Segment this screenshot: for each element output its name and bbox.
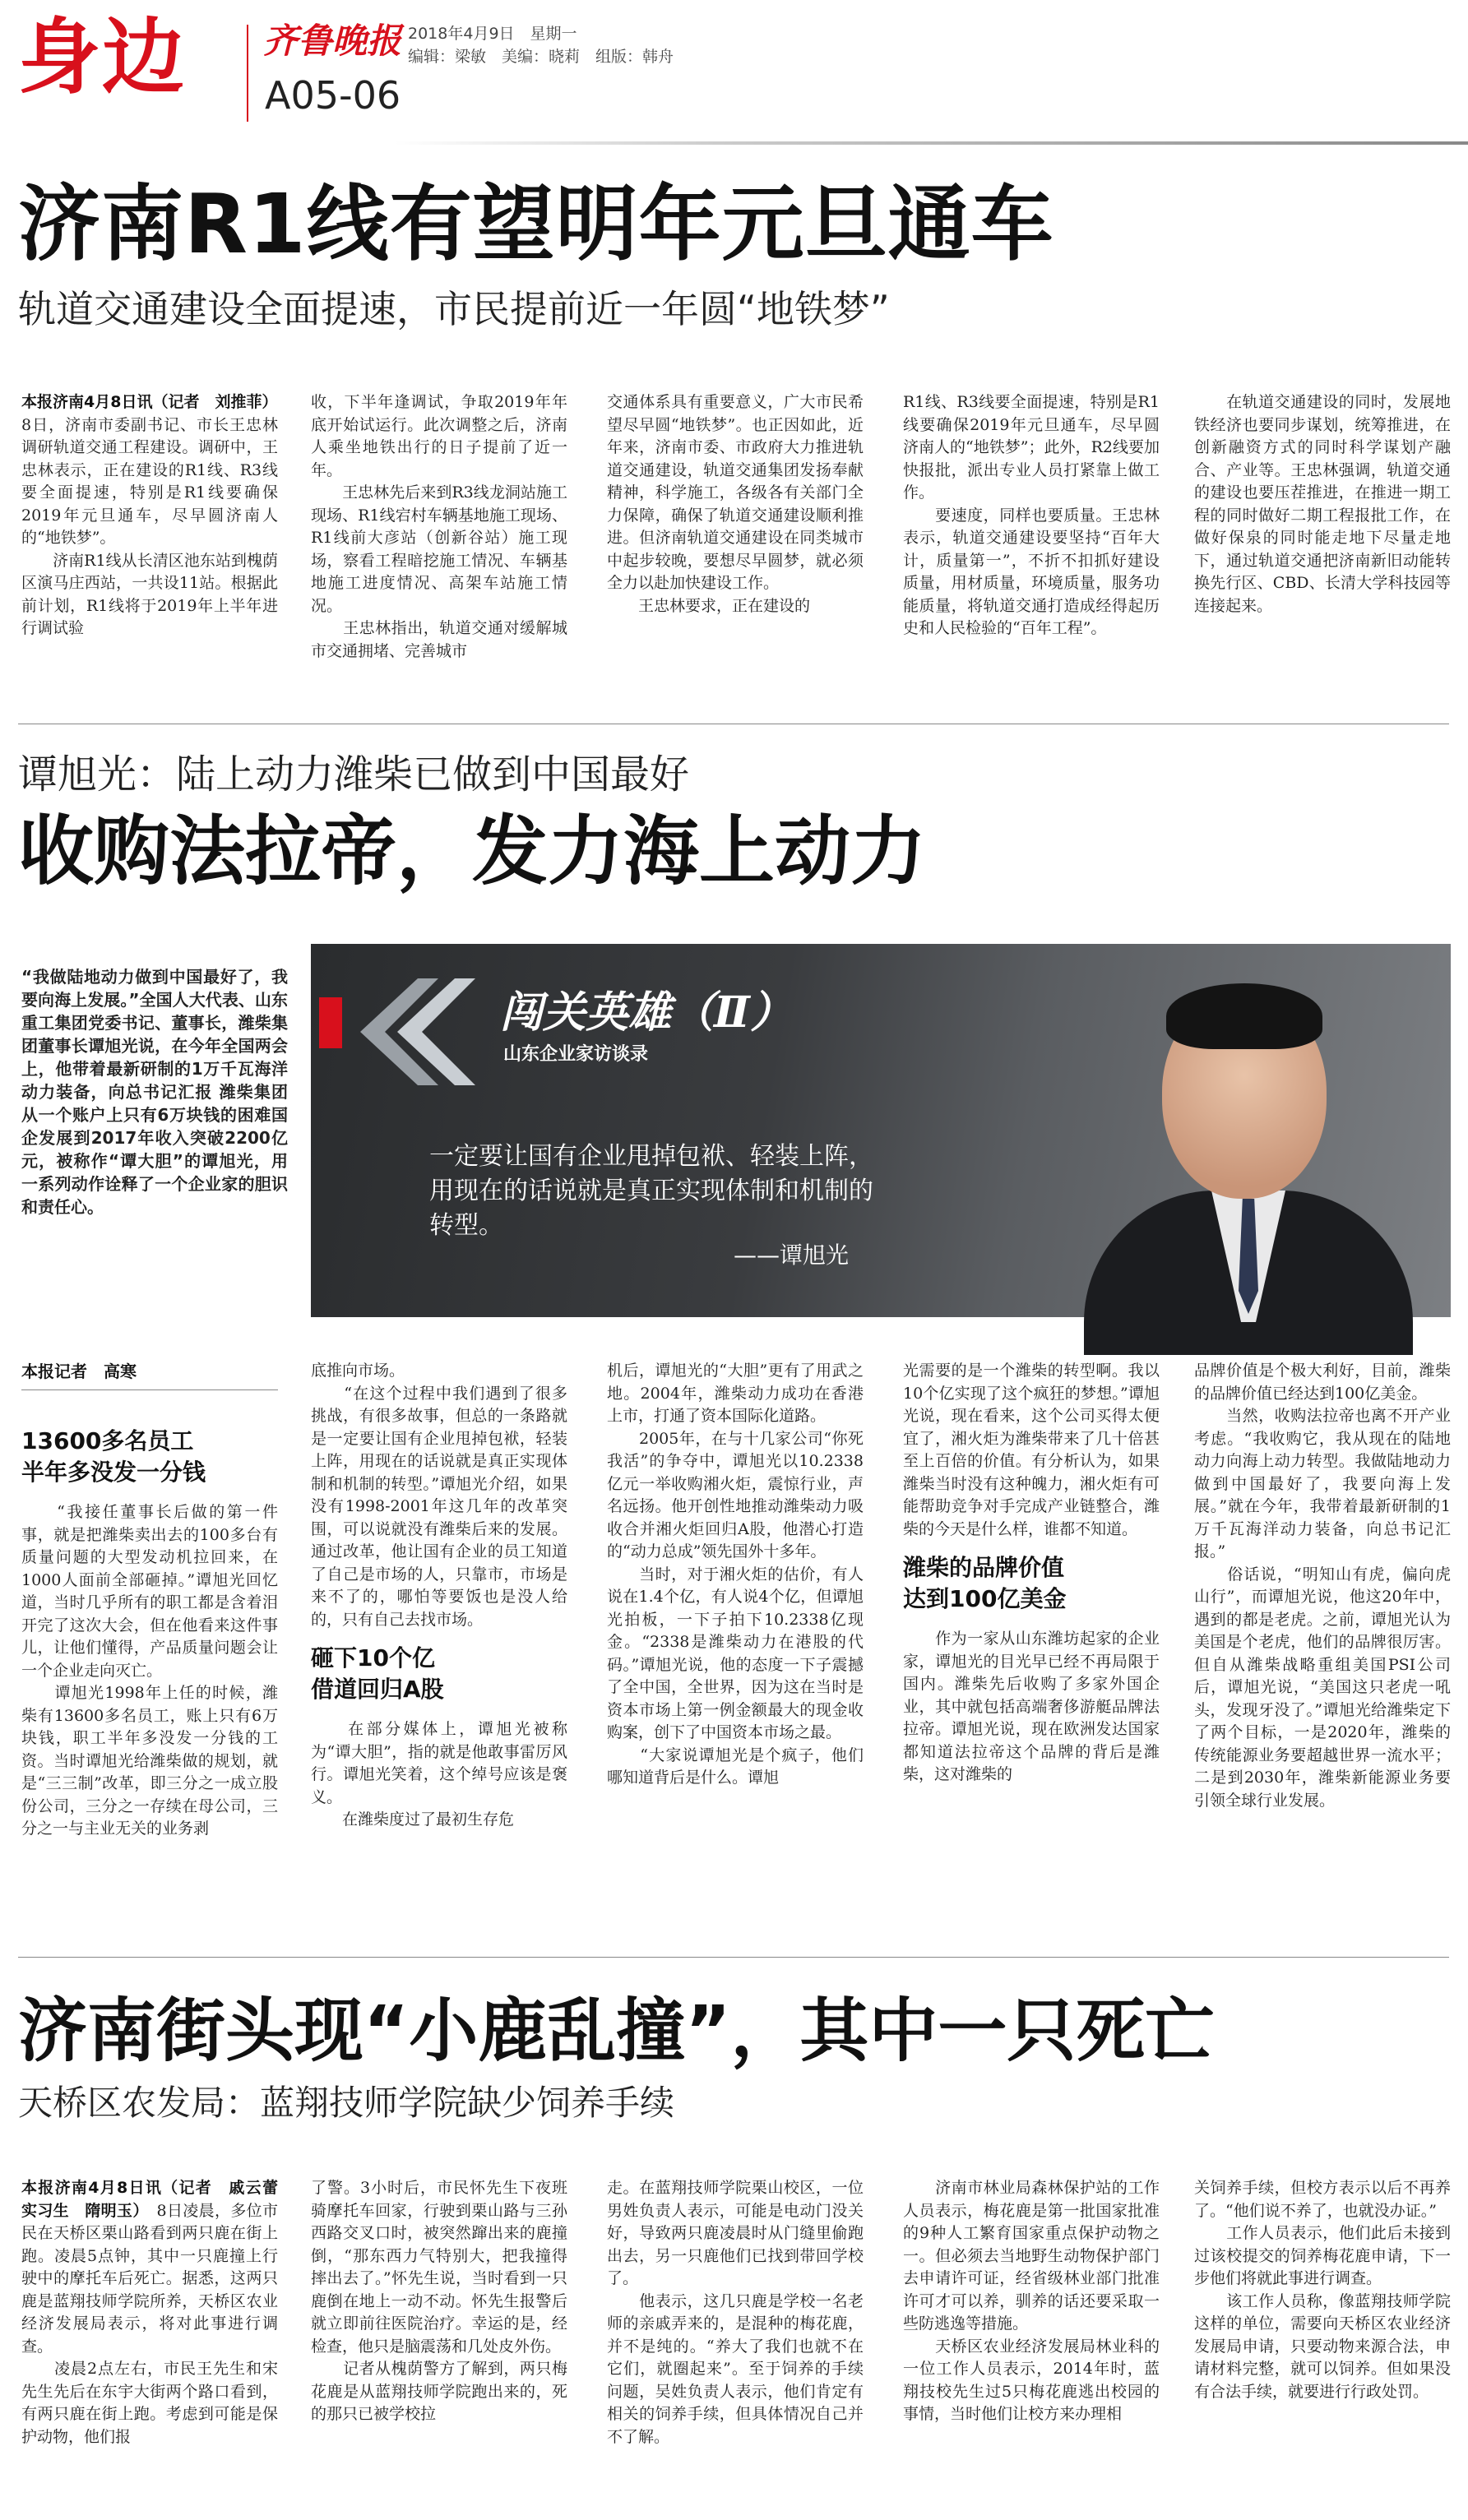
banner-series-subtitle: 山东企业家访谈录 — [503, 1044, 649, 1065]
story2-byline-rule — [21, 1389, 278, 1390]
story2-subhead-3: 潍柴的品牌价值 达到100亿美金 — [903, 1554, 1067, 1612]
issue-date: 2018年4月9日 星期一 — [408, 25, 577, 43]
story2-column-4 — [903, 1360, 1160, 1927]
story2-divider — [18, 1957, 1449, 1958]
story2-column-5 — [1194, 1360, 1451, 1927]
story2-column-2 — [311, 1360, 567, 1927]
paper-logo: 齐鲁晚报 — [263, 21, 402, 61]
story2-subhead-1: 13600多名员工 半年多没发一分钱 — [21, 1427, 206, 1486]
banner-series-title: 闯关英雄（Ⅱ） — [500, 987, 793, 1038]
section-title: 身边 — [18, 9, 186, 105]
story3-column-2: 了警。3小时后，市民怀先生下夜班骑摩托车回家，行驶到栗山路与三孙西路交叉口时，被突然蹿出来的鹿撞倒，“那东西力气特别大，把我撞得摔出去了。”怀先生说，当时看到一只鹿倒在地上一动不动。怀先生报警后就立即前往医院治疗。幸运的是，经检查，他只是脑震荡和几处皮外伤。 记者从槐荫警方了解到，两只梅花鹿是从蓝翔技师学院跑出来的，死的那只已被学校拉 — [311, 2179, 567, 2423]
story2-column-5-text: 品牌价值是个极大利好，目前，潍柴的品牌价值已经达到100亿美金。 当然，收购法拉帝也离不开产业考虑。“我收购它，我从现在的陆地动力向海上动力转型。我做陆地动力做到中国最好了，我要向海上发展。”就在今年，我带着最新研制的1万千瓦海洋动力装备，向总书记汇报。” 俗话说，“明知山有虎，偏向虎山行”，而谭旭光说，他这20年中，遇到的都是老虎。之前，谭旭光认为美国是个老虎，他们的品牌很厉害。但自从潍柴战略重组美国PSI公司后，谭旭光说，“美国这只老虎一吼头，发现牙没了。”谭旭光给潍柴定下了两个目标，一是2020年，潍柴的传统能源业务要超越世界一流水平；二是到2030年，潍柴新能源业务要引领全球行业发展。 — [1194, 1362, 1451, 1810]
story2-column-3-text: 机后，谭旭光的“大胆”更有了用武之地。2004年，潍柴动力成功在香港上市，打通了资本国际化道路。 2005年，在与十几家公司“你死我活”的争夺中，谭旭光以10.2338亿元一举收购湘火炬，震惊行业，声名远扬。他开创性地推动潍柴动力吸收合并湘火炬回归A股，他潜心打造的“动力总成”领先国外十多年。 当时，对于湘火炬的估价，有人说在1.4个亿，有人说4个亿，但谭旭光拍板，一下子拍下10.2338亿现金。“2338是潍柴动力在港股的代码。”谭旭光说，他的态度一下子震撼了全中国，全世界，因为这在当时是资本市场上第一例金额最大的现金收购案，创下了中国资本市场之最。 “大家说谭旭光是个疯子，他们哪知道背后是什么。谭旭 — [607, 1362, 864, 1787]
story2-column-1-text: “我接任董事长后做的第一件事，就是把潍柴卖出去的100多台有质量问题的大型发动机拉回来，在1000人面前全部砸掉。”谭旭光回忆道，当时几乎所有的职工都是含着泪开完了这次大会，但在他看来这件事儿，让他们懂得，产品质量问题会让一个企业走向灭亡。 谭旭光1998年上任的时候，潍柴有13600多名员工，账上只有6万块钱，职工半年多没发一分钱的工资。当时谭旭光给潍柴做的规划，就是“三三制”改革，即三分之一成立股份公司，三分之一存续在母公司，三分之一与主业无关的业务剥 — [21, 1503, 278, 1838]
story1-column-2: 收，下半年逢调试，争取2019年年底开始试运行。此次调整之后，济南人乘坐地铁出行的日子提前了近一年。 王忠林先后来到R3线龙洞站施工现场、R1线宕村车辆基地施工现场、R1线前大彦站（创新谷站）施工现场，察看工程暗挖施工情况、车辆基地施工进度情况、高架车站施工情况。 王忠林指出，轨道交通对缓解城市交通拥堵、完善城市 — [311, 393, 567, 660]
story3-column-3: 走。在蓝翔技师学院栗山校区，一位男姓负责人表示，可能是电动门没关好，导致两只鹿凌晨时从门缝里偷跑出去，另一只鹿他们已找到带回学校了。 他表示，这几只鹿是学校一名老师的亲戚弄来的，是混种的梅花鹿，并不是纯的。“养大了我们也就不在它们，就圈起来”。至于饲养的手续问题，吴姓负责人表示，他们肯定有相关的饲养手续，但具体情况自己并不了解。 — [607, 2179, 864, 2446]
banner-quote-author: ——谭旭光 — [734, 1242, 850, 1269]
story2-column-3 — [607, 1360, 864, 1927]
banner-red-tab — [319, 997, 342, 1048]
story2-intro: “我做陆地动力做到中国最好了，我要向海上发展。”全国人大代表、山东重工集团党委书记、董事长，潍柴集团董事长谭旭光说，在今年全国两会上，他带着最新研制的1万千瓦海洋动力装备，向总书记汇报 潍柴集团从一个账户上只有6万块钱的困难国企发展到2017年收入突破2200亿元，被称作“谭大胆”的谭旭光，用一系列动作诠释了一个企业家的胆识和责任心。 — [21, 967, 288, 1217]
story2-kicker: 谭旭光：陆上动力潍柴已做到中国最好 — [18, 751, 690, 798]
story3-column-1: 本报济南4月8日讯（记者 戚云蕾 实习生 隋明玉） 8日凌晨，多位市民在天桥区栗山路看到两只鹿在街上跑。凌晨5点钟，其中一只鹿撞上行驶中的摩托车后死亡。据悉，这两只鹿是蓝翔技师学院所养，天桥区农业经济发展局表示，将对此事进行调查。 凌晨2点左右，市民王先生和宋先生先后在东宇大街两个路口看到，有两只鹿在街上跑。考虑到可能是保护动物，他们报 — [21, 2179, 294, 2446]
page-number: A05-06 — [265, 73, 401, 118]
portrait-hair — [1166, 983, 1322, 1049]
story2-column-2-text-b: 在部分媒体上，谭旭光被称为“谭大胆”，指的就是他敢事雷厉风行。谭旭光笑着，这个绰号应该是褒义。 在潍柴度过了最初生存危 — [311, 1720, 567, 1829]
story2-column-1 — [21, 1414, 278, 1924]
story1-column-4: R1线、R3线要全面提速，特别是R1线要确保2019年元旦通车，尽早圆济南人的“地铁梦”；此外，R2线要加快报批，派出专业人员打紧靠上做工作。 要速度，同样也要质量。王忠林表示，轨道交通建设要坚持“百年大计，质量第一”，不折不扣抓好建设质量，用材质量，环境质量，服务功能质量，将轨道交通打造成经得起历史和人民检验的“百年工程”。 — [903, 393, 1160, 637]
interview-banner — [311, 944, 1451, 1317]
story2-column-4-text-b: 作为一家从山东潍坊起家的企业家，谭旭光的目光早已经不再局限于国内。潍柴先后收购了多家外国企业，其中就包括高端奢侈游艇品牌法拉帝。谭旭光说，现在欧洲发达国家都知道法拉帝这个品牌的背后是潍柴，这对潍柴的 — [903, 1630, 1160, 1783]
story2-byline: 本报记者 高寒 — [21, 1362, 137, 1381]
story1-column-1: 本报济南4月8日讯（记者 刘推菲） 8日，济南市委副书记、市长王忠林调研轨道交通工程建设。调研中，王忠林表示，正在建设的R1线、R3线要全面提速，特别是R1线要确保2019年元旦通车，尽早圆济南人的“地铁梦”。 济南R1线从长清区池东站到槐荫区演马庄西站，一共设11站。根据此前计划，R1线将于2019年上半年进行调试验 — [21, 393, 285, 637]
story1-headline: 济南R1线有望明年元旦通车 — [18, 176, 1054, 272]
story3-column-4: 济南市林业局森林保护站的工作人员表示，梅花鹿是第一批国家批准的9种人工繁育国家重点保护动物之一。但必须去当地野生动物保护部门去申请许可证，经省级林业部门批准许可才可以养，驯养的话还要采取一些防逃逸等措施。 天桥区农业经济发展局林业科的一位工作人员表示，2014年时，蓝翔技校先生过5只梅花鹿逃出校园的事情，当时他们让校方来办理相 — [903, 2179, 1160, 2423]
story2-column-4-text-a: 光需要的是一个潍柴的转型啊。我以10个亿实现了这个疯狂的梦想。”谭旭光说，现在看来，这个公司买得太便宜了，湘火炬为潍柴带来了几十倍甚至上百倍的价值。有分析认为，如果潍柴当时没有这种魄力，湘火炬有可能帮助竞争对手完成产业链整合，潍柴的今天是什么样，谁都不知道。 — [903, 1362, 1160, 1538]
editor-credits: 编辑：梁敏 美编：晓莉 组版：韩舟 — [408, 48, 674, 66]
story3-column-5: 关饲养手续，但校方表示以后不再养了。“他们说不养了，也就没办证。” 工作人员表示，他们此后未接到过该校提交的饲养梅花鹿申请，下一步他们将就此事进行调查。 该工作人员称，像蓝翔技师学院这样的单位，需要向天桥区农业经济发展局申请，只要动物来源合法，申请材料完整，就可以饲养。但如果没有合法手续，就要进行行政处罚。 — [1194, 2179, 1451, 2401]
masthead-rule — [395, 141, 1468, 145]
portrait-photo — [1026, 944, 1451, 1317]
story1-column-5: 在轨道交通建设的同时，发展地铁经济也要同步谋划，统筹推进，在创新融资方式的同时科学谋划产融合、产业等。王忠林强调，轨道交通的建设也要压茬推进，在推进一期工程的同时做好二期工程报批工作，在做好保泉的同时能走地下尽量走地下，通过轨道交通把济南新旧动能转换先行区、CBD、长清大学科技园等连接起来。 — [1194, 393, 1451, 615]
masthead — [0, 0, 1468, 132]
story1-column-3: 交通体系具有重要意义，广大市民希望尽早圆“地铁梦”。也正因如此，近年来，济南市委、市政府大力推进轨道交通建设，轨道交通集团发扬奉献精神，科学施工，各级各有关部门全力保障，确保了轨道交通建设顺利推进。但济南轨道交通建设在同类城市中起步较晚，要想尽早圆梦，就必须全力以赴加快建设工作。 王忠林要求，正在建设的 — [607, 393, 864, 615]
story3-subheadline: 天桥区农发局：蓝翔技师学院缺少饲养手续 — [18, 2083, 675, 2123]
story1-subheadline: 轨道交通建设全面提速，市民提前近一年圆“地铁梦” — [18, 287, 890, 331]
story2-subhead-2: 砸下10个亿 借道回归A股 — [311, 1644, 444, 1703]
masthead-divider — [247, 25, 248, 122]
story2-column-2-text-a: 底推向市场。 “在这个过程中我们遇到了很多挑战，有很多故事，但总的一条路就是一定要让国有企业甩掉包袱，轻装上阵，用现在的话说就是真正实现体制和机制的转型。”谭旭光介绍，如果没有1998-2001年这几年的改革突围，可以说就没有潍柴后来的发展。通过改革，他让国有企业的员工知道了自己是市场的人，只靠市，市场是来不了的，哪怕等要饭也是没人给的，只有自己去找市场。 — [311, 1362, 567, 1629]
story3-headline: 济南街头现“小鹿乱撞”，其中一只死亡 — [18, 1991, 1215, 2071]
banner-quote: 一定要让国有企业甩掉包袱、轻装上阵，用现在的话说就是真正实现体制和机制的转型。 — [429, 1142, 873, 1240]
story2-headline: 收购法拉帝，发力海上动力 — [18, 807, 927, 895]
